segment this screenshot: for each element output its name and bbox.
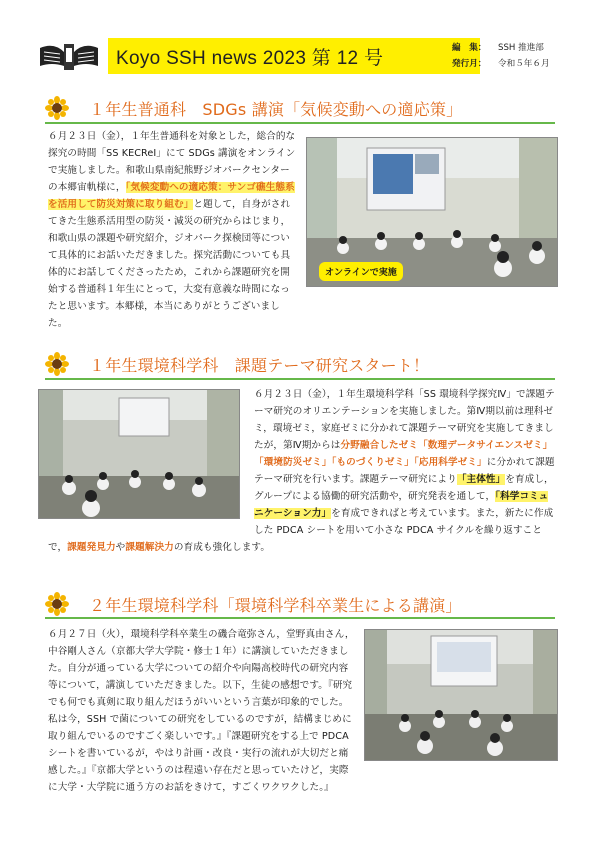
- section3-title: ２年生環境科学科「環境科学科卒業生による講演」: [89, 595, 462, 615]
- section2-rule: [45, 378, 555, 380]
- section1-body: ６月２３日（金），１年生普通科を対象とした，総合的な探究の時間「SS KECReⅠ」にて SDGs 講演をオンラインで実施しました。和歌山県南紀熊野ジオパークセンターの本郷宙軌様に，「気候変動への適応策：サンゴ礁生態系を活用して防災対策に取り組む」と題して，自身がされてきた生態系活用型の防災・減災の研究からはじまり，和歌山県の課題や研究紹介，ジオパーク探検団等について具体的にお話いただきました。探究活動についても具体的にお話してくださったため，これから課題研究を開始する普通科１年生にとって，大変有意義な時間になったと思います。本郷様，本当にありがとうございました。: [48, 131, 296, 329]
- sunflower-icon: [45, 352, 69, 376]
- editor-value: SSH 推進部: [498, 43, 544, 53]
- section3-body: ６月２７日（火），環境科学科卒業生の磯合竜弥さん，堂野真由さん，中谷剛人さん（京都大学大学院・修士１年）に講演していただきました。自分が通っている大学についての紹介や向陽高校時代の研究内容等について，講演していただきました。以下，生徒の感想です。『研究でも何でも真剣に取り組んだほうがいいという言葉が印象的でした。私は今，SSH で菌についての研究をしているのですが，結構まじめに取り組んでいるのですごく楽しいです。』『課題研究をする上で PDCA シートを書いているが，やはり計画・改良・実行の流れが大切だと痛感した。』『京都大学というのは程遠い存在だと思っていたけど，実際に大学・大学院に通う方のお話をきけて，すごくワクワクした。』: [48, 629, 355, 793]
- newsletter-title: Koyo SSH news 2023 第 12 号: [108, 38, 480, 74]
- section3-rule: [45, 617, 555, 619]
- section2-heading: [45, 352, 429, 376]
- section1-heading: [45, 96, 462, 120]
- newsletter-header: [38, 38, 558, 78]
- section1-title: １年生普通科 SDGs 講演「気候変動への適応策」: [89, 99, 463, 119]
- section1-photo: [306, 137, 558, 287]
- section1-rule: [45, 122, 555, 124]
- online-badge: オンラインで実施: [319, 262, 403, 281]
- issued-value: 令和５年６月: [498, 59, 550, 69]
- editor-label: 編 集：: [452, 43, 487, 53]
- sunflower-icon: [45, 96, 69, 120]
- school-crest-icon: [38, 40, 100, 74]
- section2-body: ６月２３日（金），１年生環境科学科「SS 環境科学探究Ⅳ」で課題テーマ研究のオリエンテーションを実施しました。第Ⅳ期以前は理科ゼミ，環境ゼミ，家庭ゼミに分かれて課題テーマ研究を実施してきましたが，第Ⅳ期からは分野融合したゼミ「数理データサイエンスゼミ」「環境防災ゼミ」「ものづくりゼミ」「応用科学ゼミ」に分かれて課題テーマ研究を行います。課題テーマ研究により「主体性」を育成し，グループによる協働的研究活動や，研究発表を通して，「科学コミュニケーション力」を育成できればと考えています。また，新たに作成した PDCA シートを用いて小さな PDCA サイクルを繰り返すことで，課題発見力や課題解決力の育成も強化します。: [48, 389, 555, 553]
- sunflower-icon: [45, 592, 69, 616]
- section3-heading: [45, 592, 462, 616]
- issue-meta: [452, 40, 550, 72]
- issued-label: 発行月：: [452, 59, 487, 69]
- section2-title: １年生環境科学科 課題テーマ研究スタート！: [89, 355, 430, 375]
